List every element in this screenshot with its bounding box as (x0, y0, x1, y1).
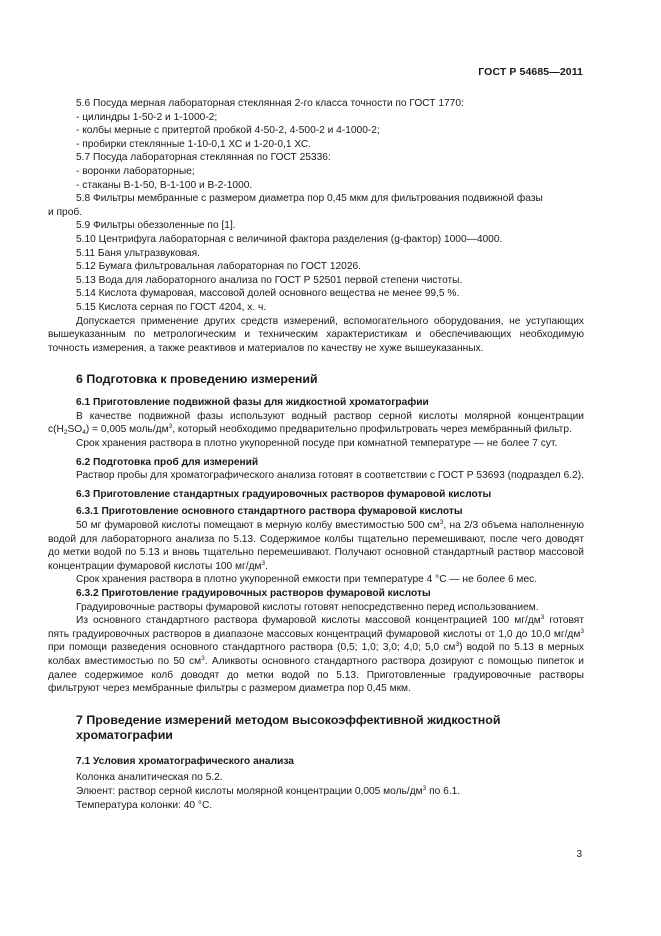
paragraph-6-2-1: Раствор пробы для хроматографического анализа готовят в соответствии с ГОСТ Р 53693 (подраздел 6.2). (76, 470, 584, 482)
list-item: - стаканы В-1-50, В-1-100 и В-2-1000. (76, 179, 253, 191)
paragraph-7-1-2: Элюент: раствор серной кислоты молярной концентрации 0,005 моль/$дм^3$ по 6.1. (76, 784, 461, 797)
paragraph-7-1-3: Температура колонки: 40 °С. (76, 799, 213, 811)
item-5-8: 5.8 Фильтры мембранные с размером диаметра пор 0,45 мкм для фильтрования подвижной фазы (76, 193, 543, 205)
subsection-7-1-heading: 7.1 Условия хроматографического анализа (76, 755, 294, 767)
subsection-6-2-heading: 6.2 Подготовка проб для измерений (76, 456, 259, 468)
item-5-6: 5.6 Посуда мерная лабораторная стеклянная 2-го класса точности по ГОСТ 1770: (76, 98, 464, 109)
paragraph-7-1-1: Колонка аналитическая по 5.2. (76, 772, 223, 784)
paragraph-6-3-2-2: Из основного стандартного раствора фумаровой кислоты массовой концентрацией 100 $мг/дм^3$ готовят пять градуировочных растворов в диапазоне массовых концентраций фумаровой кислоты от 1,0 до 10,0 $мг/дм^3$ при помощи разведения основного стандартного раствора (0,5; 1,0; 3,0; 4,0; 5,0 $см^3$) водой по 5.13 в мерных колбах вместимостью по 50 $см^3$. Аликвоты основного стандартного раствора дозируют с помощью пипеток и далее содержимое колб доводят до метки водой по 5.13. Приготовленные градуировочные растворы фильтруют через мембранные фильтры с размером диаметра пор 0,45 мкм. (48, 614, 584, 695)
paragraph-allowance: Допускается применение других средств измерений, вспомогательного оборудования, не уступающих вышеуказанным по метрологическим и техническим характеристикам и обеспечивающих необходимую точность измерения, а также реактивов и материалов по качеству не хуже вышеуказанных. (48, 315, 584, 354)
subsection-6-1-heading: 6.1 Приготовление подвижной фазы для жидкостной хроматографии (76, 397, 429, 409)
item-5-7: 5.7 Посуда лабораторная стеклянная по ГОСТ 25336: (76, 152, 331, 164)
list-item: - цилиндры 1-50-2 и 1-1000-2; (76, 111, 218, 123)
list-item: - колбы мерные с притертой пробкой 4-50-2, 4-500-2 и 4-1000-2; (76, 125, 380, 137)
item-5-13: 5.13 Вода для лабораторного анализа по ГОСТ Р 52501 первой степени чистоты. (76, 274, 463, 286)
subsection-6-3-2-heading: 6.3.2 Приготовление градуировочных растворов фумаровой кислоты (76, 588, 431, 599)
page-content (48, 97, 584, 812)
page-number: 3 (576, 849, 582, 861)
paragraph-6-1-1: В качестве подвижной фазы используют водный раствор серной кислоты молярной концентрации $c(H_2SO_4) = 0,005$ моль/$дм^3$, который необходимо предварительно профильтровать через мембранный фильтр. (48, 410, 584, 437)
item-5-15: 5.15 Кислота серная по ГОСТ 4204, х. ч. (76, 301, 267, 313)
subsection-6-3-1-heading: 6.3.1 Приготовление основного стандартного раствора фумаровой кислоты (76, 506, 463, 518)
list-item: - пробирки стеклянные 1-10-0,1 ХС и 1-20-0,1 ХС. (76, 138, 312, 150)
item-5-10: 5.10 Центрифуга лабораторная с величиной фактора разделения (g-фактор) 1000—4000. (76, 233, 503, 245)
list-item: - воронки лабораторные; (76, 165, 195, 177)
paragraph-6-3-1-2: Срок хранения раствора в плотно укупоренной емкости при температуре 4 °С — не более 6 мес. (76, 574, 538, 586)
item-5-12: 5.12 Бумага фильтровальная лабораторная по ГОСТ 12026. (76, 261, 361, 273)
section-7-heading: 7 Проведение измерений методом высокоэффективной жидкостной хроматографии (76, 712, 501, 742)
paragraph-6-1-2: Срок хранения раствора в плотно укупоренной посуде при комнатной температуре — не более 7 сут. (76, 438, 558, 450)
item-5-9: 5.9 Фильтры обеззоленные по [1]. (76, 220, 236, 232)
subsection-6-3-heading: 6.3 Приготовление стандартных градуировочных растворов фумаровой кислоты (76, 488, 492, 500)
item-5-11: 5.11 Баня ультразвуковая. (76, 247, 200, 259)
paragraph-6-3-2-1: Градуировочные растворы фумаровой кислоты готовят непосредственно перед использованием. (76, 601, 539, 613)
section-6-heading: 6 Подготовка к проведению измерений (76, 372, 318, 387)
item-5-8-cont: и проб. (48, 206, 83, 218)
document-header: ГОСТ Р 54685—2011 (478, 66, 583, 78)
paragraph-6-3-1-1: 50 мг фумаровой кислоты помещают в мерную колбу вместимостью 500 $см^3$, на 2/3 объема наполненную водой для лабораторного анализа по 5.13. Содержимое колбы тщательно перемешивают, после чего доводят до метки водой по 5.13 и вновь тщательно перемешивают. Получают основной стандартный раствор массовой концентрации фумаровой кислоты 100 $мг/дм^3$. (48, 519, 584, 572)
item-5-14: 5.14 Кислота фумаровая, массовой долей основного вещества не менее 99,5 %. (76, 288, 460, 300)
